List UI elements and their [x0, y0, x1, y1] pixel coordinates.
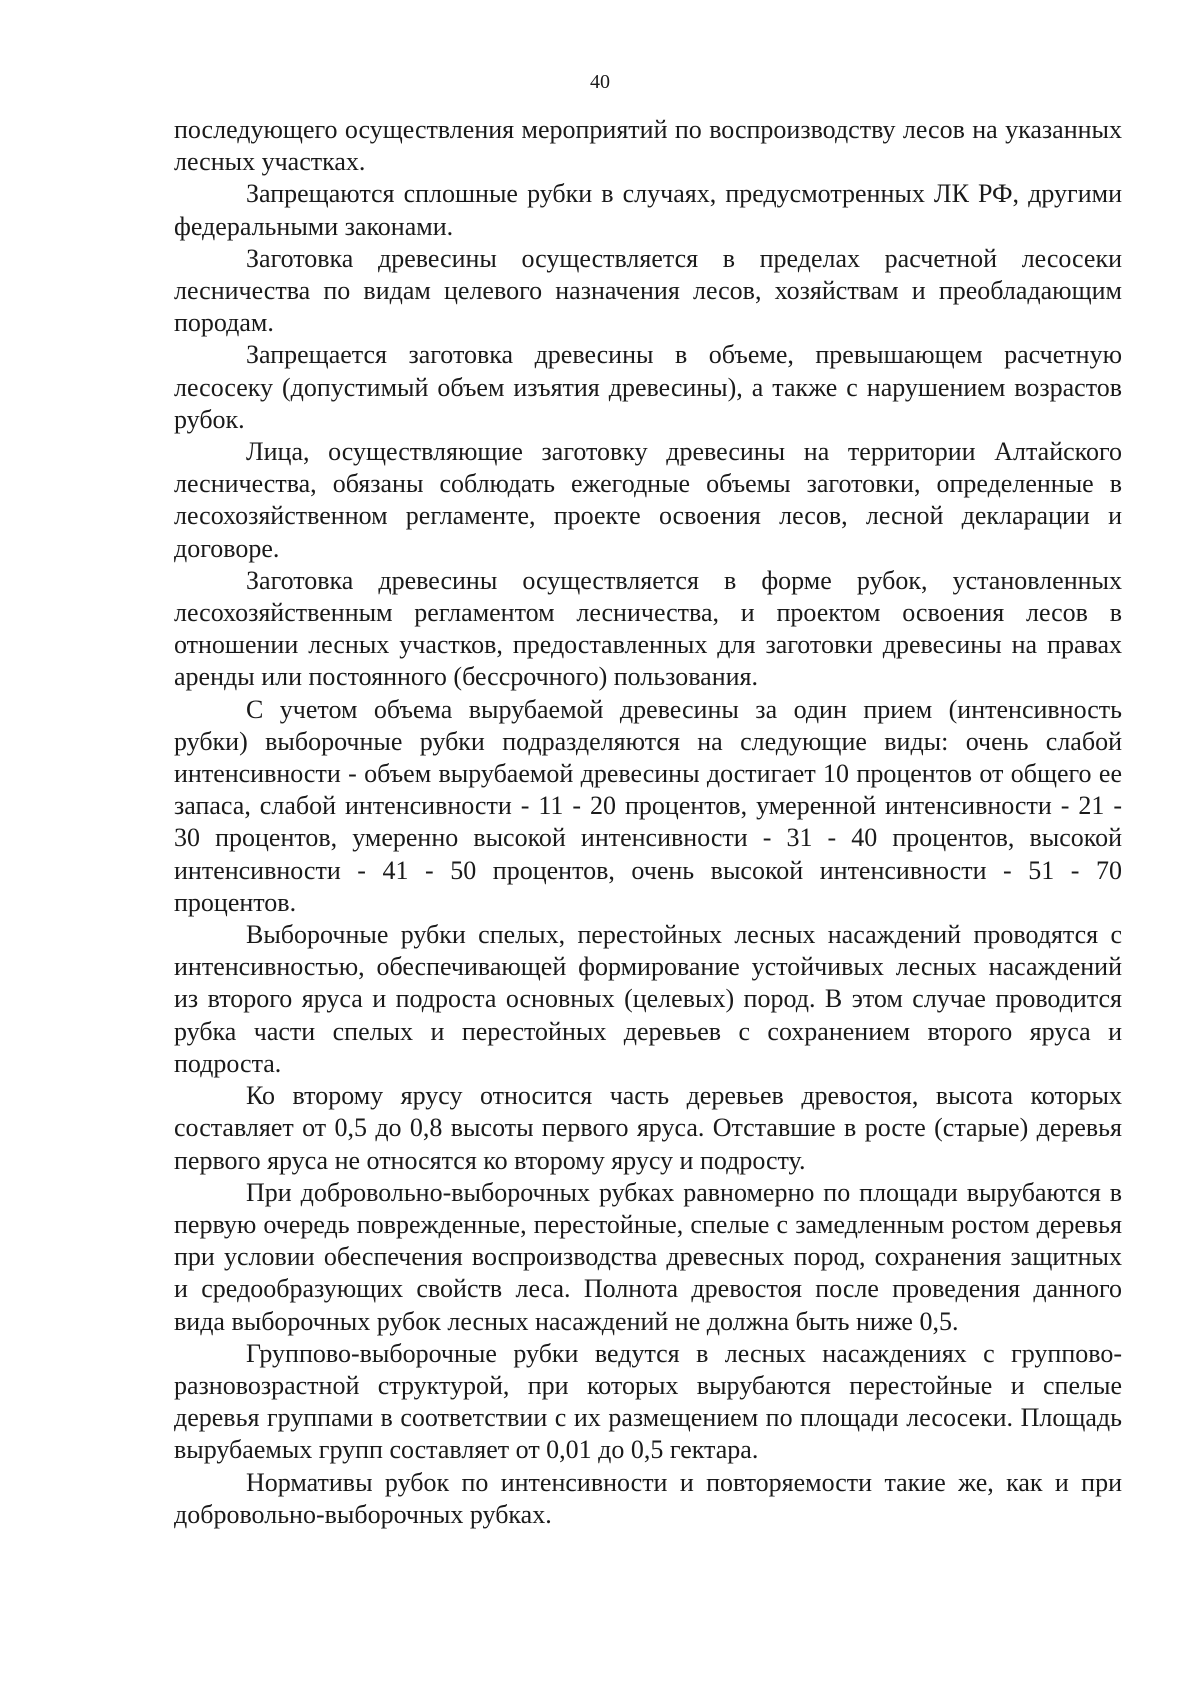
paragraph: Заготовка древесины осуществляется в пределах расчетной лесосеки лесничества по видам целевого назначения лесов, хозяйствам и преобладающим породам. — [174, 243, 1122, 338]
paragraph: С учетом объема вырубаемой древесины за один прием (интенсивность рубки) выборочные рубки подразделяются на следующие виды: очень слабой интенсивности - объем вырубаемой древесины достигает 10 процентов от общего ее запаса, слабой интенсивности - 11 - 20 процентов, умеренной интенсивности - 21 - 30 процентов, умеренно высокой интенсивности - 31 - 40 процентов, высокой интенсивности - 41 - 50 процентов, очень высокой интенсивности - 51 - 70 процентов. — [174, 694, 1122, 917]
paragraph: Запрещаются сплошные рубки в случаях, предусмотренных ЛК РФ, другими федеральными законами. — [174, 179, 1122, 241]
paragraph: Группово-выборочные рубки ведутся в лесных насаждениях с группово-разновозрастной структурой, при которых вырубаются перестойные и спелые деревья группами в соответствии с их размещением по площади лесосеки. Площадь вырубаемых групп составляет от 0,01 до 0,5 гектара. — [174, 1338, 1122, 1465]
body-text — [174, 114, 1122, 1531]
paragraph: последующего осуществления мероприятий по воспроизводству лесов на указанных лесных участках. — [174, 115, 1122, 177]
paragraph: Лица, осуществляющие заготовку древесины на территории Алтайского лесничества, обязаны соблюдать ежегодные объемы заготовки, определенные в лесохозяйственном регламенте, проекте освоения лесов, лесной декларации и договоре. — [174, 437, 1122, 563]
paragraph: Выборочные рубки спелых, перестойных лесных насаждений проводятся с интенсивностью, обеспечивающей формирование устойчивых лесных насаждений из второго яруса и подроста основных (целевых) пород. В этом случае проводится рубка части спелых и перестойных деревьев с сохранением второго яруса и подроста. — [174, 920, 1122, 1078]
paragraph: Нормативы рубок по интенсивности и повторяемости такие же, как и при добровольно-выборочных рубках. — [174, 1467, 1122, 1529]
paragraph: Запрещается заготовка древесины в объеме, превышающем расчетную лесосеку (допустимый объем изъятия древесины), а также с нарушением возрастов рубок. — [174, 340, 1122, 434]
paragraph: Ко второму ярусу относится часть деревьев древостоя, высота которых составляет от 0,5 до 0,8 высоты первого яруса. Отставшие в росте (старые) деревья первого яруса не относятся ко второму ярусу и подросту. — [174, 1081, 1122, 1175]
page-number: 40 — [590, 71, 610, 93]
paragraph: При добровольно-выборочных рубках равномерно по площади вырубаются в первую очередь поврежденные, перестойные, спелые с замедленным ростом деревья при условии обеспечения воспроизводства древесных пород, сохранения защитных и средообразующих свойств леса. Полнота древостоя после проведения данного вида выборочных рубок лесных насаждений не должна быть ниже 0,5. — [174, 1177, 1122, 1336]
paragraph: Заготовка древесины осуществляется в форме рубок, установленных лесохозяйственным регламентом лесничества, и проектом освоения лесов в отношении лесных участков, предоставленных для заготовки древесины на правах аренды или постоянного (бессрочного) пользования. — [174, 565, 1122, 692]
